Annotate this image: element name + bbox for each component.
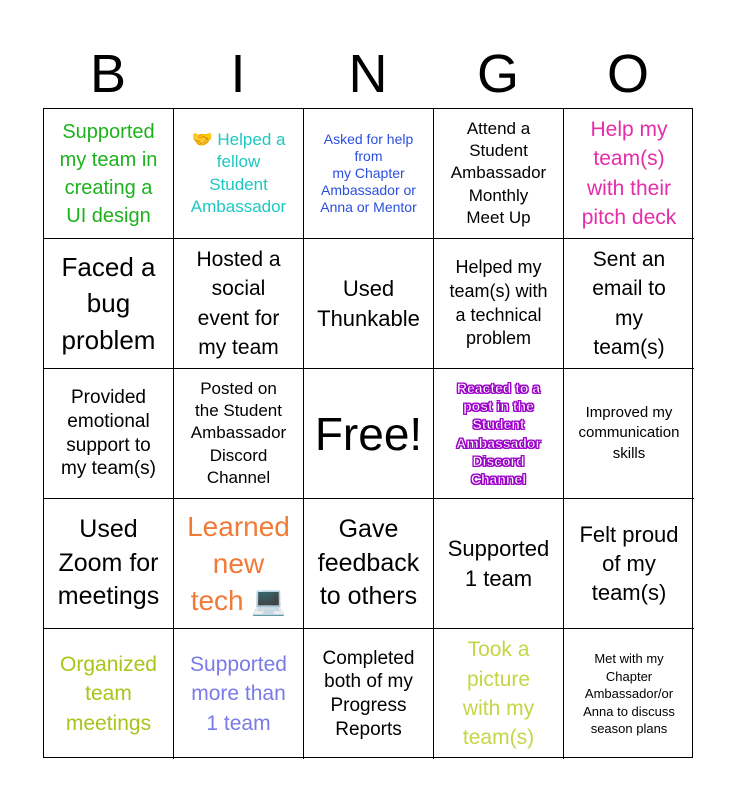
bingo-cell[interactable]: [434, 369, 564, 499]
bingo-cell[interactable]: [304, 499, 434, 629]
bingo-cell[interactable]: [174, 499, 304, 629]
bingo-cell[interactable]: [44, 239, 174, 369]
bingo-cell[interactable]: [304, 239, 434, 369]
header-letter-g: G: [476, 44, 519, 104]
bingo-cell[interactable]: [304, 629, 434, 759]
cell-text: Used Zoom for meetings: [57, 514, 160, 611]
cell-text: Asked for help from my Chapter Ambassador or Anna or Mentor: [320, 130, 417, 216]
cell-text: Help my team(s) with their pitch deck: [581, 117, 677, 229]
bingo-cell[interactable]: [434, 629, 564, 759]
header-letter-b: B: [89, 44, 127, 104]
cell-text: Organized team meetings: [60, 652, 157, 735]
free-space-text: Free!: [314, 407, 423, 460]
cell-text: Faced a bug problem: [61, 251, 156, 355]
free-space[interactable]: [304, 369, 434, 499]
cell-text: Took a picture with my team(s): [462, 638, 535, 750]
bingo-cell[interactable]: [174, 369, 304, 499]
header-letter-n: N: [348, 44, 388, 104]
cell-text: Hosted a social event for my team: [196, 247, 281, 359]
cell-text: Reacted to a post in the Student Ambassador Discord Channel: [456, 379, 541, 487]
bingo-cell[interactable]: [434, 109, 564, 239]
cell-text: Gave feedback to others: [317, 514, 420, 611]
bingo-cell[interactable]: [174, 629, 304, 759]
cell-text: Helped my team(s) with a technical problem: [449, 256, 548, 349]
bingo-cell[interactable]: [174, 239, 304, 369]
bingo-cell[interactable]: [564, 109, 694, 239]
bingo-cell[interactable]: [174, 109, 304, 239]
cell-text: Used Thunkable: [317, 276, 420, 331]
bingo-cell[interactable]: [564, 629, 694, 759]
bingo-cell[interactable]: [564, 239, 694, 369]
bingo-cell[interactable]: [44, 369, 174, 499]
cell-text: Felt proud of my team(s): [579, 521, 679, 606]
header-letter-o: O: [606, 44, 649, 104]
cell-text: Supported my team in creating a UI design: [59, 120, 158, 227]
cell-text: 🤝 Helped a fellow Student Ambassador: [190, 130, 287, 216]
bingo-cell[interactable]: [304, 109, 434, 239]
cell-text: Provided emotional support to my team(s): [61, 387, 156, 480]
cell-text: Sent an email to my team(s): [592, 247, 666, 359]
bingo-cell[interactable]: [44, 109, 174, 239]
cell-text: Supported 1 team: [447, 536, 550, 591]
bingo-card-grid: [43, 108, 693, 758]
header-letter-i: I: [230, 44, 246, 104]
bingo-cell[interactable]: [564, 369, 694, 499]
bingo-cell[interactable]: [564, 499, 694, 629]
cell-text: Supported more than 1 team: [190, 652, 287, 735]
bingo-cell[interactable]: [434, 239, 564, 369]
cell-text: Attend a Student Ambassador Monthly Meet Up: [450, 119, 547, 227]
cell-text: Completed both of my Progress Reports: [322, 647, 415, 740]
cell-text: Met with my Chapter Ambassador/or Anna to discuss season plans: [583, 651, 675, 737]
bingo-cell[interactable]: [434, 499, 564, 629]
bingo-header: [43, 40, 693, 108]
bingo-cell[interactable]: [44, 629, 174, 759]
cell-text: Posted on the Student Ambassador Discord Channel: [190, 379, 287, 487]
bingo-cell[interactable]: [44, 499, 174, 629]
cell-text: Learned new tech 💻: [187, 510, 290, 617]
cell-text: Improved my communication skills: [578, 404, 680, 462]
